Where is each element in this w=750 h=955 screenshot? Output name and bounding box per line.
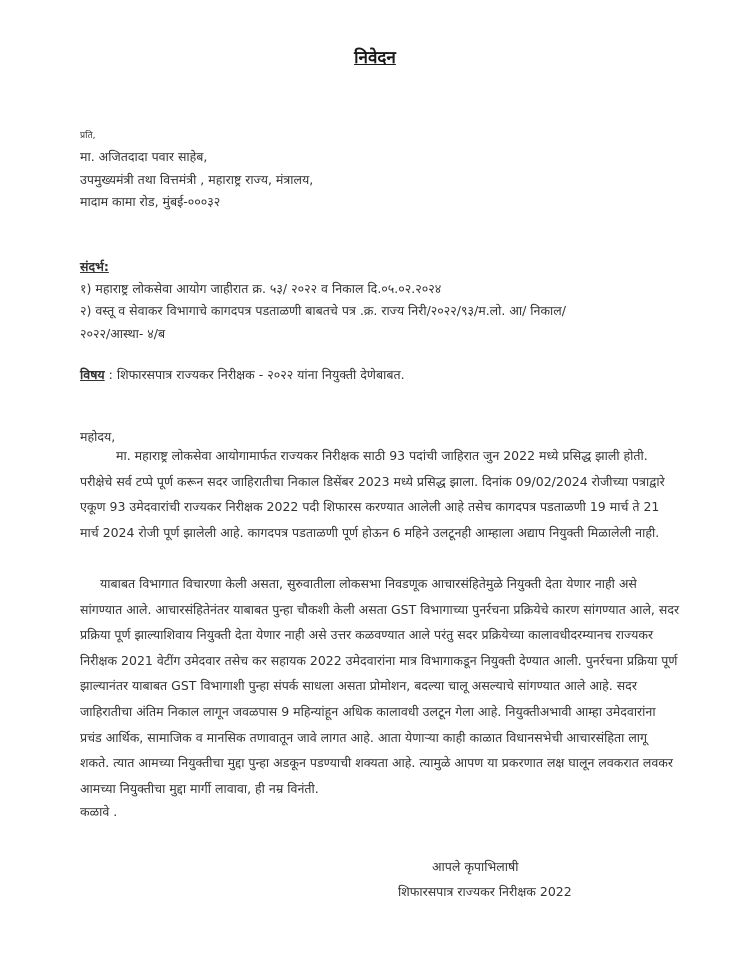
- subject-label: विषय: [80, 367, 105, 382]
- closing: कळावे .: [80, 804, 118, 819]
- paragraph-text: मा. महाराष्ट्र लोकसेवा आयोगामार्फत राज्यकर निरीक्षक साठी 93 पदांची जाहिरात जुन 2022 मध्ये प्रसिद्ध झाली होती. परीक्षेचे सर्व टप्पे पूर्ण करून सदर जाहिरातीचा निकाल डिसेंबर 2023 मध्ये प्रसिद्ध झाला. दिनांक 09/02/2024 रोजीच्या पत्राद्वारे एकूण 93 उमेदवारांची राज्यकर निरीक्षक 2022 पदी शिफारस करण्यात आलेली आहे तसेच कागदपत्र पडताळणी 19 मार्च ते 21 मार्च 2024 रोजी पूर्ण झालेली आहे. कागदपत्र पडताळणी पूर्ण होऊन 6 महिने उलटूनही आम्हाला अद्याप नियुक्ती मिळालेली नाही.: [80, 448, 665, 540]
- reference-item: २) वस्तू व सेवाकर विभागाचे कागदपत्र पडताळणी बाबतचे पत्र .क्र. राज्य निरी/२०२२/९३/म.लो. आ/ निकाल/: [80, 303, 566, 318]
- salutation: महोदय,: [80, 429, 116, 444]
- recipient-designation: उपमुख्यमंत्री तथा वित्तमंत्री , महाराष्ट्र राज्य, मंत्रालय,: [80, 172, 314, 187]
- reference-item-continued: २०२२/आस्था- ४/ब: [80, 326, 166, 341]
- body-paragraph-1: [80, 443, 680, 545]
- recipient-address: मादाम कामा रोड, मुंबई-०००३२: [80, 194, 221, 209]
- signature-line-2: शिफारसपात्र राज्यकर निरीक्षक 2022: [398, 884, 572, 899]
- recipient-name: मा. अजितदादा पवार साहेब,: [80, 149, 208, 164]
- page-title: निवेदन: [354, 48, 396, 68]
- recipient-prati: प्रति,: [80, 131, 96, 141]
- subject-text: : शिफारसपात्र राज्यकर निरीक्षक - २०२२ यांना नियुक्ती देणेबाबत.: [104, 367, 405, 382]
- body-paragraph-2: [80, 571, 680, 801]
- subject-line: [80, 366, 405, 383]
- reference-item: १) महाराष्ट्र लोकसेवा आयोग जाहीरात क्र. ५३/ २०२२ व निकाल दि.०५.०२.२०२४: [80, 281, 442, 296]
- signature-line-1: आपले कृपाभिलाषी: [432, 859, 519, 874]
- references-heading: संदर्भ:: [80, 259, 109, 274]
- paragraph-text: याबाबत विभागात विचारणा केली असता, सुरुवातीला लोकसभा निवडणूक आचारसंहितेमुळे नियुक्ती देता येणार नाही असे सांगण्यात आले. आचारसंहितेनंतर याबाबत पुन्हा चौकशी केली असता GST विभागाच्या पुनर्रचना प्रक्रियेचे कारण सांगण्यात आले, सदर प्रक्रिया पूर्ण झाल्याशिवाय नियुक्ती देता येणार नाही असे उत्तर कळवण्यात आले परंतु सदर प्रक्रियेच्या कालावधीदरम्यानच राज्यकर निरीक्षक 2021 वेटींग उमेदवार तसेच कर सहायक 2022 उमेदवारांना मात्र विभागाकडून नियुक्ती देण्यात आली. पुनर्रचना प्रक्रिया पूर्ण झाल्यानंतर याबाबत GST विभागाशी पुन्हा संपर्क साधला असता प्रोमोशन, बदल्या चालू असल्याचे सांगण्यात आले आहे. सदर जाहिरातीचा अंतिम निकाल लागून जवळपास 9 महिन्यांहून अधिक कालावधी उलटून गेला आहे. नियुक्तीअभावी आम्हा उमेदवारांना प्रचंड आर्थिक, सामाजिक व मानसिक तणावातून जावे लागत आहे. आता येणाऱ्या काही काळात विधानसभेची आचारसंहिता लागू शकते. त्यात आमच्या नियुक्तीचा मुद्दा पुन्हा अडकून पडण्याची शक्यता आहे. त्यामुळे आपण या प्रकरणात लक्ष घालून लवकरात लवकर आमच्या नियुक्तीचा मुद्दा मार्गी लावावा, ही नम्र विनंती.: [80, 576, 680, 796]
